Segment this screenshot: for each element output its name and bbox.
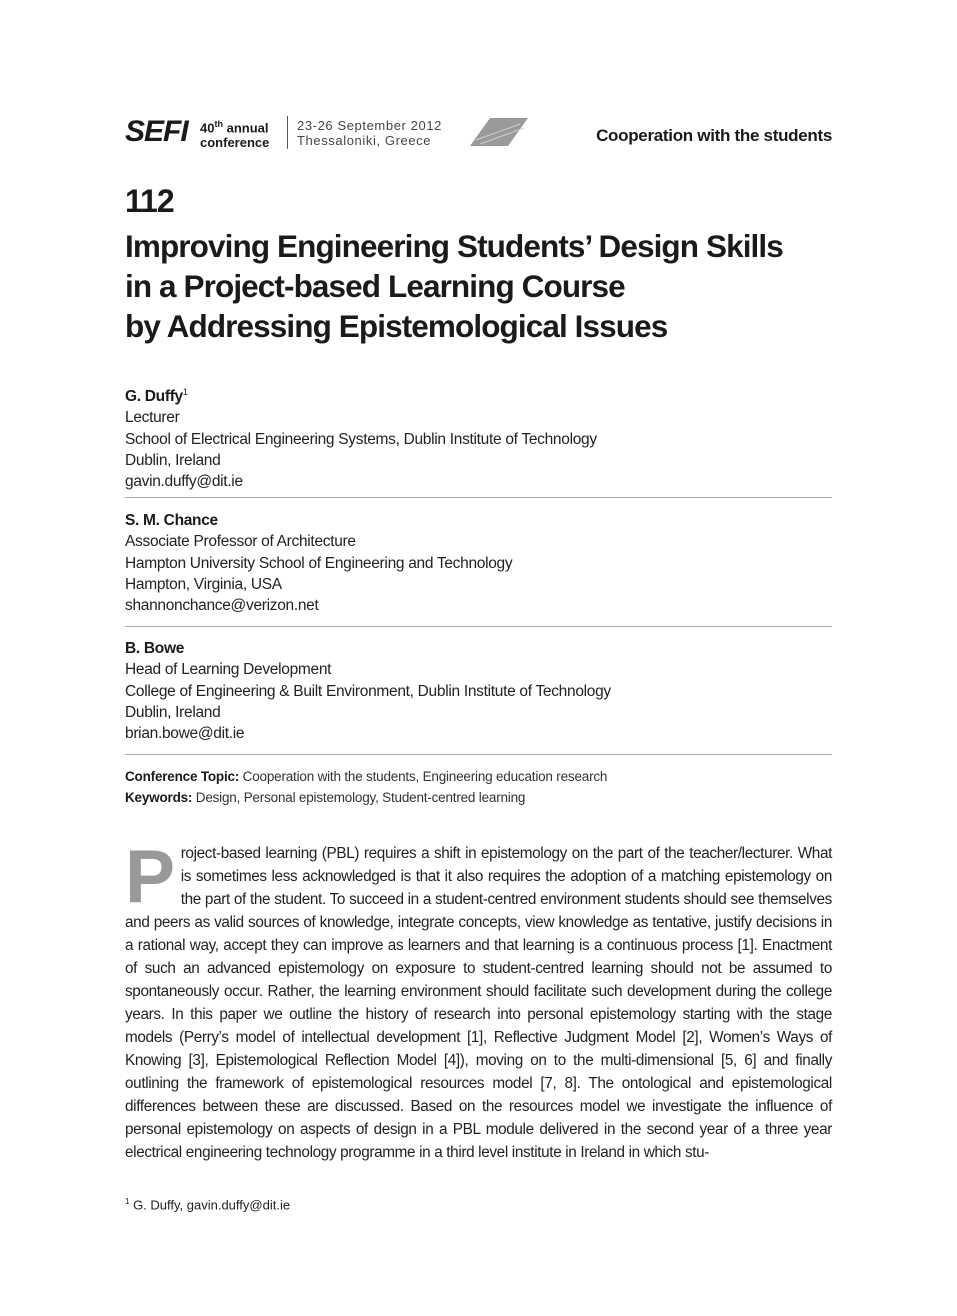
paper-number: 112 bbox=[125, 183, 174, 219]
author-affiliation: School of Electrical Engineering Systems, Dublin Institute of Technology bbox=[125, 430, 597, 448]
conference-ordinal: 40 bbox=[200, 120, 215, 136]
author-location: Dublin, Ireland bbox=[125, 703, 221, 721]
paper-title bbox=[125, 226, 845, 346]
conference-location: Thessaloniki, Greece bbox=[297, 133, 432, 148]
conference-annual: annual bbox=[226, 120, 269, 136]
title-line: in a Project-based Learning Course bbox=[125, 268, 625, 304]
keywords: Keywords: Design, Personal epistemology, Student-centred learning bbox=[125, 790, 526, 805]
paper-meta bbox=[125, 766, 832, 808]
author-position: Lecturer bbox=[125, 409, 180, 427]
author-position: Head of Learning Development bbox=[125, 661, 332, 679]
author-name: B. Bowe bbox=[125, 640, 185, 657]
author-position: Associate Professor of Architecture bbox=[125, 533, 356, 551]
conference-topic: Conference Topic: Cooperation with the students, Engineering education research bbox=[125, 769, 608, 784]
author-divider bbox=[125, 497, 832, 498]
footnote bbox=[125, 1197, 290, 1212]
author-divider bbox=[125, 626, 832, 627]
author-affiliation: College of Engineering & Built Environment, Dublin Institute of Technology bbox=[125, 682, 611, 700]
author-location: Hampton, Virginia, USA bbox=[125, 575, 282, 593]
header-divider bbox=[287, 116, 288, 149]
author-divider bbox=[125, 754, 832, 755]
decorative-stripe-icon bbox=[470, 118, 528, 146]
author-affiliation: Hampton University School of Engineering and Technology bbox=[125, 554, 513, 572]
footnote-text: G. Duffy, gavin.duffy@dit.ie bbox=[129, 1197, 291, 1213]
sefi-logo: SEFI bbox=[125, 115, 188, 148]
abstract-paragraph bbox=[125, 834, 832, 1164]
author-email: gavin.duffy@dit.ie bbox=[125, 473, 243, 491]
conference-label bbox=[200, 117, 269, 150]
section-topic-header: Cooperation with the students bbox=[596, 126, 832, 145]
conference-date-range: 23-26 September 2012 bbox=[297, 118, 442, 133]
title-line: Improving Engineering Students’ Design Skills bbox=[125, 228, 783, 264]
author-block bbox=[125, 382, 832, 493]
author-block bbox=[125, 638, 832, 744]
author-location: Dublin, Ireland bbox=[125, 452, 221, 470]
footnote-mark: 1 bbox=[125, 1197, 130, 1206]
conference-dates bbox=[297, 118, 442, 148]
author-email: shannonchance@verizon.net bbox=[125, 597, 319, 615]
abstract-text: roject-based learning (PBL) requires a shift in epistemology on the part of the teacher/lecturer. What is sometimes less acknowledged is that it also requires the adoption of a matching epistemology on the part of the student. To succeed in a student-centred environment students should see themselves and peers as valid sources of knowledge, integrate concepts, view knowledge as tentative, justify decisions in a rational way, accept they can improve as learners and that learning is a continuous process [1]. Enactment of such an advanced epistemology on exposure to student-centred learning should not be assumed to spontaneously occur. Rather, the learning environment should facilitate such development during the college years. In this paper we outline the history of research into personal epistemology starting with the stage models (Perry’s model of intellectual development [1], Reflective Judgment Model [2], Women’s Ways of Knowing [3], Epistemological Reflection Model [4]), moving on to the multi-dimensional [5, 6] and finally outlining the framework of epistemological resources model [7, 8]. The ontological and epistemological differences between these are discussed. Based on the resources model we investigate the influence of personal epistemology on aspects of design in a PBL module delivered in the second year of a three year electrical engineering technology programme in a third level institute in Ireland in which stu- bbox=[125, 845, 832, 1161]
author-block bbox=[125, 510, 832, 616]
author-footnote-mark: 1 bbox=[182, 387, 188, 397]
author-email: brian.bowe@dit.ie bbox=[125, 725, 245, 743]
title-line: by Addressing Epistemological Issues bbox=[125, 308, 668, 344]
drop-cap: P bbox=[125, 834, 175, 918]
conference-ordinal-suffix: th bbox=[214, 119, 223, 129]
author-name: G. Duffy$^1$ bbox=[125, 387, 188, 406]
author-name: S. M. Chance bbox=[125, 512, 218, 529]
conference-word: conference bbox=[200, 135, 270, 151]
